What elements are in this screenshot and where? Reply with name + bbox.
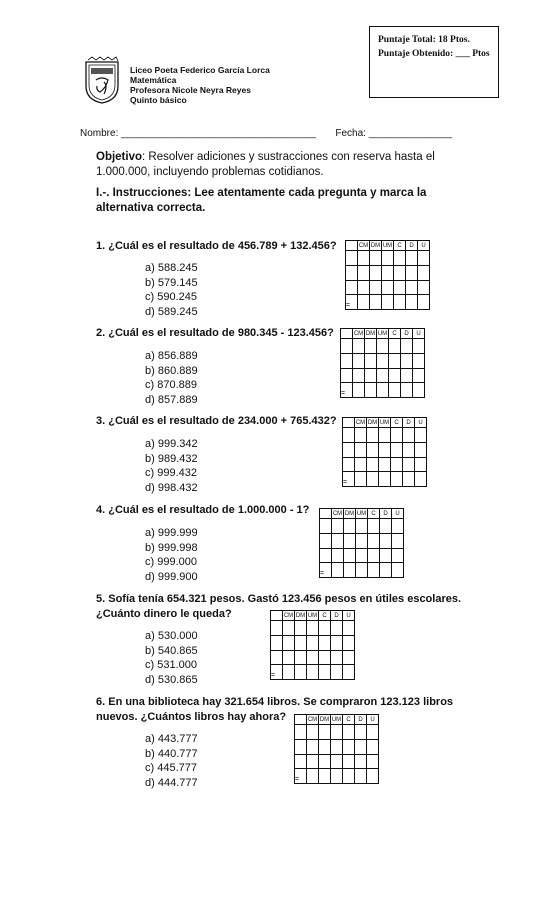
grid-cell[interactable]	[295, 665, 307, 680]
grid-cell[interactable]	[331, 769, 343, 784]
option-b[interactable]: b) 999.998	[145, 541, 198, 554]
grid-row	[341, 353, 425, 368]
grid-cell[interactable]	[368, 548, 380, 563]
grid-cell[interactable]	[367, 769, 379, 784]
place-value-grid-5	[270, 610, 355, 680]
grid-cell[interactable]	[403, 472, 415, 487]
grid-row	[271, 635, 355, 650]
grid-cell[interactable]	[343, 725, 355, 740]
grid-equals-sign: =	[295, 769, 307, 784]
grid-cell[interactable]	[343, 442, 355, 457]
grid-cell	[295, 715, 307, 725]
grid-cell[interactable]	[389, 353, 401, 368]
grid-cell	[343, 418, 355, 428]
grid-cell[interactable]	[343, 635, 355, 650]
grid-cell[interactable]	[343, 621, 355, 636]
question-5-options	[145, 629, 198, 687]
grid-row	[341, 368, 425, 383]
grid-cell[interactable]	[331, 754, 343, 769]
grid-header-cm: CM	[355, 419, 366, 426]
grid-cell[interactable]	[307, 635, 319, 650]
grid-cell[interactable]	[382, 265, 394, 280]
grid-cell[interactable]	[391, 428, 403, 443]
grid-cell[interactable]	[368, 533, 380, 548]
grid-cell[interactable]	[283, 665, 295, 680]
grid-header-cm: CM	[283, 612, 294, 619]
grid-cell[interactable]	[346, 251, 358, 266]
grid-header-um: UM	[307, 612, 318, 619]
grid-row	[320, 548, 404, 563]
grid-row	[341, 383, 425, 398]
grid-cell[interactable]	[353, 353, 365, 368]
grid-cell[interactable]	[307, 769, 319, 784]
grid-cell[interactable]	[355, 739, 367, 754]
option-c[interactable]: c) 590.245	[145, 291, 197, 303]
grid-cell[interactable]	[331, 650, 343, 665]
grid-cell[interactable]	[370, 251, 382, 266]
grid-header-dm: DM	[344, 510, 355, 517]
grid-header-um: UM	[379, 419, 390, 426]
grid-header-dm: DM	[367, 419, 378, 426]
grid-header-d: D	[403, 418, 415, 428]
grid-cell[interactable]	[389, 368, 401, 383]
grid-header-u: U	[418, 241, 430, 251]
grid-cell[interactable]	[377, 339, 389, 354]
grid-cell[interactable]	[401, 368, 413, 383]
grid-cell[interactable]	[379, 472, 391, 487]
grid-cell[interactable]	[380, 533, 392, 548]
grid-cell[interactable]	[343, 739, 355, 754]
question-5-prompt: 5. Sofía tenía 654.321 pesos. Gastó 123.456 pesos en útiles escolares. ¿Cuánto dinero le queda?	[96, 593, 462, 620]
grid-cell[interactable]	[307, 650, 319, 665]
question-2-prompt: 2. ¿Cuál es el resultado de 980.345 - 123.456?	[96, 327, 334, 339]
grid-cell[interactable]	[415, 457, 427, 472]
grid-cell[interactable]	[271, 650, 283, 665]
place-value-grid-2	[340, 328, 425, 398]
question-3-options	[145, 437, 198, 495]
grid-cell[interactable]	[413, 353, 425, 368]
grid-cell[interactable]	[377, 353, 389, 368]
grid-header-row	[346, 241, 430, 251]
grid-cell[interactable]	[344, 563, 356, 578]
grid-cell[interactable]	[319, 621, 331, 636]
grid-cell[interactable]	[295, 621, 307, 636]
grid-row	[346, 265, 430, 280]
grid-equals-sign: =	[343, 472, 355, 487]
grid-row	[295, 725, 379, 740]
school-info	[130, 65, 270, 105]
grid-header-c: C	[391, 418, 403, 428]
grid-cell[interactable]	[394, 251, 406, 266]
grid-header-dm: DM	[370, 242, 381, 249]
grid-cell[interactable]	[391, 472, 403, 487]
grid-cell[interactable]	[394, 265, 406, 280]
grid-cell[interactable]	[355, 428, 367, 443]
grid-header-um: UM	[377, 330, 388, 337]
grid-cell[interactable]	[307, 621, 319, 636]
grid-row	[343, 457, 427, 472]
grid-header-cm: CM	[358, 242, 369, 249]
grid-header-row	[271, 611, 355, 621]
grid-cell[interactable]	[391, 457, 403, 472]
grid-cell[interactable]	[343, 754, 355, 769]
grid-header-dm: DM	[319, 716, 330, 723]
question-4-options	[145, 526, 198, 584]
instructions: I.-. Instrucciones: Lee atentamente cada pregunta y marca la alternativa correcta.	[96, 187, 427, 214]
objective	[96, 150, 476, 180]
grid-cell[interactable]	[370, 295, 382, 310]
option-c[interactable]: c) 445.777	[145, 762, 197, 774]
school-name: Liceo Poeta Federico García Lorca	[130, 65, 270, 75]
grid-header-dm: DM	[295, 612, 306, 619]
grid-cell[interactable]	[283, 635, 295, 650]
grid-cell[interactable]	[295, 635, 307, 650]
grid-cell[interactable]	[382, 295, 394, 310]
grid-header-d: D	[355, 715, 367, 725]
grid-cell[interactable]	[370, 280, 382, 295]
grid-cell[interactable]	[355, 769, 367, 784]
place-value-grid-6	[294, 714, 379, 784]
option-c[interactable]: c) 999.000	[145, 556, 197, 568]
grid-row	[320, 519, 404, 534]
grid-cell[interactable]	[368, 563, 380, 578]
grid-header-c: C	[368, 509, 380, 519]
grid-cell[interactable]	[365, 353, 377, 368]
grid-header-um: UM	[331, 716, 342, 723]
grid-cell[interactable]	[355, 725, 367, 740]
grid-cell[interactable]	[319, 635, 331, 650]
score-obtained: Puntaje Obtenido: ___ Ptos	[378, 49, 490, 59]
grid-cell[interactable]	[382, 280, 394, 295]
grid-cell[interactable]	[406, 280, 418, 295]
grid-cell[interactable]	[382, 251, 394, 266]
grid-cell[interactable]	[341, 353, 353, 368]
grid-cell[interactable]	[343, 769, 355, 784]
grid-cell[interactable]	[368, 519, 380, 534]
question-6-prompt: 6. En una biblioteca hay 321.654 libros. Se compraron 123.123 libros nuevos. ¿Cuántos libros hay ahora?	[96, 696, 454, 723]
objective-text: : Resolver adiciones y sustracciones con reserva hasta el 1.000.000, incluyendo problemas cotidianos.	[96, 151, 435, 178]
grid-cell[interactable]	[344, 548, 356, 563]
grid-cell[interactable]	[380, 519, 392, 534]
grid-header-cm: CM	[353, 330, 364, 337]
subject: Matemática	[130, 75, 177, 85]
grid-cell[interactable]	[356, 563, 368, 578]
grid-cell[interactable]	[403, 442, 415, 457]
grid-cell[interactable]	[331, 739, 343, 754]
grid-cell[interactable]	[392, 519, 404, 534]
grid-cell[interactable]	[389, 339, 401, 354]
grid-cell[interactable]	[343, 665, 355, 680]
grid-cell[interactable]	[331, 635, 343, 650]
grid-header-row	[341, 329, 425, 339]
grid-cell[interactable]	[344, 533, 356, 548]
grid-cell[interactable]	[295, 650, 307, 665]
place-value-grid-4	[319, 508, 404, 578]
grid-cell	[320, 509, 332, 519]
grid-row	[295, 754, 379, 769]
grid-cell[interactable]	[331, 665, 343, 680]
grid-cell[interactable]	[394, 280, 406, 295]
grid-cell[interactable]	[406, 251, 418, 266]
grid-cell	[341, 329, 353, 339]
place-value-grid-1	[345, 240, 430, 310]
grid-cell[interactable]	[392, 563, 404, 578]
option-c[interactable]: c) 531.000	[145, 659, 197, 671]
question-1-options	[145, 261, 198, 319]
grid-header-u: U	[343, 611, 355, 621]
grid-header-u: U	[392, 509, 404, 519]
grid-header-u: U	[367, 715, 379, 725]
grid-cell[interactable]	[394, 295, 406, 310]
grid-row	[320, 563, 404, 578]
grid-cell[interactable]	[271, 635, 283, 650]
option-c[interactable]: c) 870.889	[145, 379, 197, 391]
grid-cell[interactable]	[332, 533, 344, 548]
grid-cell[interactable]	[358, 295, 370, 310]
grid-cell[interactable]	[356, 548, 368, 563]
grid-row	[320, 533, 404, 548]
grid-cell[interactable]	[343, 650, 355, 665]
option-d[interactable]: d) 444.777	[145, 776, 198, 789]
grid-row	[346, 280, 430, 295]
option-a[interactable]: a) 999.342	[145, 438, 198, 450]
grid-cell[interactable]	[358, 280, 370, 295]
grid-row	[295, 739, 379, 754]
grid-cell[interactable]	[401, 383, 413, 398]
grid-cell[interactable]	[319, 754, 331, 769]
grid-cell[interactable]	[358, 251, 370, 266]
grid-cell[interactable]	[320, 519, 332, 534]
grid-cell[interactable]	[391, 442, 403, 457]
grid-cell[interactable]	[415, 442, 427, 457]
grid-header-d: D	[406, 241, 418, 251]
grid-cell[interactable]	[415, 472, 427, 487]
grid-cell[interactable]	[355, 472, 367, 487]
grid-row	[346, 251, 430, 266]
date-field[interactable]: Fecha: _______________	[335, 128, 453, 139]
grid-cell[interactable]	[379, 428, 391, 443]
grid-row	[341, 339, 425, 354]
grid-cell[interactable]	[355, 442, 367, 457]
grid-cell[interactable]	[403, 457, 415, 472]
student-fields	[80, 128, 452, 139]
name-field[interactable]: Nombre: ___________________________________	[80, 128, 316, 139]
option-a[interactable]: a) 588.245	[145, 262, 198, 274]
grid-cell[interactable]	[392, 548, 404, 563]
grid-cell[interactable]	[356, 533, 368, 548]
grid-row	[271, 621, 355, 636]
grid-cell[interactable]	[358, 265, 370, 280]
grid-header-u: U	[415, 418, 427, 428]
question-4-prompt: 4. ¿Cuál es el resultado de 1.000.000 - 1?	[96, 504, 310, 516]
grid-cell[interactable]	[401, 339, 413, 354]
teacher: Profesora Nicole Neyra Reyes	[130, 85, 251, 95]
option-a[interactable]: a) 443.777	[145, 733, 198, 745]
option-a[interactable]: a) 530.000	[145, 630, 198, 642]
question-2-options	[145, 349, 198, 407]
grid-header-u: U	[413, 329, 425, 339]
grid-cell[interactable]	[379, 457, 391, 472]
option-a[interactable]: a) 856.889	[145, 350, 198, 362]
grid-cell[interactable]	[332, 548, 344, 563]
option-b[interactable]: b) 860.889	[145, 364, 198, 377]
grid-cell[interactable]	[377, 368, 389, 383]
question-3-prompt: 3. ¿Cuál es el resultado de 234.000 + 765.432?	[96, 415, 337, 427]
grid-cell[interactable]	[392, 533, 404, 548]
option-b[interactable]: b) 540.865	[145, 644, 198, 657]
grid-cell[interactable]	[344, 519, 356, 534]
grid-cell[interactable]	[367, 754, 379, 769]
grid-cell[interactable]	[295, 739, 307, 754]
grid-cell[interactable]	[332, 519, 344, 534]
grid-row	[346, 295, 430, 310]
grid-cell[interactable]	[367, 472, 379, 487]
grid-cell[interactable]	[413, 368, 425, 383]
grid-cell[interactable]	[401, 353, 413, 368]
objective-label: Objetivo	[96, 151, 143, 163]
grid-cell[interactable]	[295, 754, 307, 769]
score-box	[369, 26, 499, 98]
option-d[interactable]: d) 857.889	[145, 393, 198, 406]
grid-cell[interactable]	[377, 383, 389, 398]
grid-cell[interactable]	[418, 280, 430, 295]
grid-header-um: UM	[356, 510, 367, 517]
grid-header-c: C	[389, 329, 401, 339]
grid-cell[interactable]	[319, 739, 331, 754]
grid-cell[interactable]	[319, 650, 331, 665]
grid-cell[interactable]	[283, 650, 295, 665]
score-total: Puntaje Total: 18 Ptos.	[378, 35, 470, 45]
grid-cell[interactable]	[367, 457, 379, 472]
grid-cell[interactable]	[319, 725, 331, 740]
grid-cell[interactable]	[367, 725, 379, 740]
grid-cell[interactable]	[331, 725, 343, 740]
grid-cell[interactable]	[365, 383, 377, 398]
grid-row	[343, 428, 427, 443]
grid-cell[interactable]	[367, 442, 379, 457]
grid-cell[interactable]	[307, 739, 319, 754]
grid-row	[295, 769, 379, 784]
grid-cell[interactable]	[355, 754, 367, 769]
grid-equals-sign: =	[346, 295, 358, 310]
grid-cell[interactable]	[356, 519, 368, 534]
grid-cell[interactable]	[295, 725, 307, 740]
grid-cell[interactable]	[418, 251, 430, 266]
option-c[interactable]: c) 999.432	[145, 467, 197, 479]
grid-header-row	[295, 715, 379, 725]
grid-cell[interactable]	[353, 383, 365, 398]
grid-cell[interactable]	[320, 533, 332, 548]
grid-header-dm: DM	[365, 330, 376, 337]
grid-cell[interactable]	[320, 548, 332, 563]
place-value-grid-3	[342, 417, 427, 487]
grid-header-cm: CM	[332, 510, 343, 517]
grid-header-cm: CM	[307, 716, 318, 723]
grid-cell[interactable]	[346, 265, 358, 280]
grid-cell[interactable]	[406, 295, 418, 310]
grid-cell[interactable]	[341, 368, 353, 383]
grid-cell[interactable]	[319, 665, 331, 680]
grid-row	[271, 665, 355, 680]
option-b[interactable]: b) 579.145	[145, 276, 198, 289]
grid-row	[271, 650, 355, 665]
grid-header-c: C	[394, 241, 406, 251]
grid-equals-sign: =	[271, 665, 283, 680]
option-d[interactable]: d) 998.432	[145, 481, 198, 494]
grid-cell[interactable]	[379, 442, 391, 457]
grid-row	[343, 472, 427, 487]
grid-cell[interactable]	[353, 368, 365, 383]
grid-cell[interactable]	[343, 428, 355, 443]
grid-cell[interactable]	[380, 548, 392, 563]
question-6-options	[145, 732, 198, 790]
school-logo	[82, 56, 122, 104]
grid-cell[interactable]	[307, 725, 319, 740]
grid-cell[interactable]	[332, 563, 344, 578]
option-d[interactable]: d) 589.245	[145, 305, 198, 318]
grade: Quinto básico	[130, 95, 187, 105]
option-b[interactable]: b) 440.777	[145, 747, 198, 760]
grid-header-d: D	[380, 509, 392, 519]
grid-cell	[346, 241, 358, 251]
grid-cell[interactable]	[413, 339, 425, 354]
grid-cell[interactable]	[380, 563, 392, 578]
grid-cell[interactable]	[415, 428, 427, 443]
question-1-prompt: 1. ¿Cuál es el resultado de 456.789 + 132.456?	[96, 240, 337, 252]
grid-header-row	[320, 509, 404, 519]
grid-header-c: C	[343, 715, 355, 725]
grid-equals-sign: =	[320, 563, 332, 578]
grid-cell[interactable]	[418, 295, 430, 310]
grid-header-d: D	[401, 329, 413, 339]
grid-cell[interactable]	[418, 265, 430, 280]
grid-cell	[271, 611, 283, 621]
grid-cell[interactable]	[403, 428, 415, 443]
grid-cell[interactable]	[406, 265, 418, 280]
grid-cell[interactable]	[331, 621, 343, 636]
grid-cell[interactable]	[271, 621, 283, 636]
grid-cell[interactable]	[389, 383, 401, 398]
grid-row	[343, 442, 427, 457]
option-b[interactable]: b) 989.432	[145, 452, 198, 465]
grid-cell[interactable]	[370, 265, 382, 280]
grid-header-um: UM	[382, 242, 393, 249]
grid-cell[interactable]	[367, 428, 379, 443]
grid-cell[interactable]	[365, 339, 377, 354]
grid-cell[interactable]	[343, 457, 355, 472]
grid-header-row	[343, 418, 427, 428]
grid-cell[interactable]	[341, 339, 353, 354]
option-a[interactable]: a) 999.999	[145, 527, 198, 539]
grid-cell[interactable]	[307, 665, 319, 680]
grid-header-c: C	[319, 611, 331, 621]
grid-cell[interactable]	[307, 754, 319, 769]
grid-cell[interactable]	[346, 280, 358, 295]
grid-cell[interactable]	[319, 769, 331, 784]
grid-cell[interactable]	[365, 368, 377, 383]
grid-cell[interactable]	[283, 621, 295, 636]
grid-cell[interactable]	[413, 383, 425, 398]
grid-cell[interactable]	[367, 739, 379, 754]
grid-equals-sign: =	[341, 383, 353, 398]
grid-cell[interactable]	[355, 457, 367, 472]
grid-cell[interactable]	[353, 339, 365, 354]
option-d[interactable]: d) 530.865	[145, 673, 198, 686]
grid-header-d: D	[331, 611, 343, 621]
option-d[interactable]: d) 999.900	[145, 570, 198, 583]
